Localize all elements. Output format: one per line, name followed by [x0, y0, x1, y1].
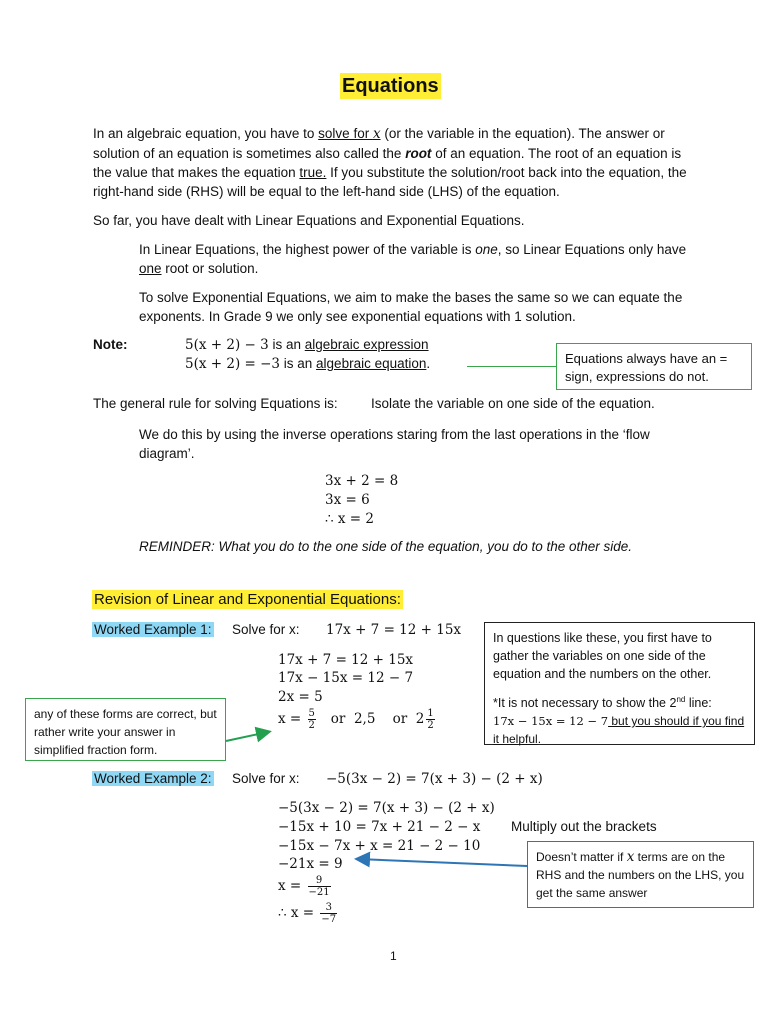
ex2-step-5: x = $\frac{9}{-21}$: [278, 875, 330, 898]
general-rule-text: Isolate the variable on one side of the equation.: [371, 396, 655, 411]
worked-example-2-problem: −5(3x − 2) = 7(x + 3) − (2 + x): [326, 771, 543, 787]
ex1-step-3: 2x = 5: [278, 689, 323, 705]
general-rule-description: We do this by using the inverse operations staring from the last operations in the ‘flow diagram’.: [139, 427, 650, 461]
ex2-rhs-callout: Doesn’t matter if x terms are on the RHS and the numbers on the LHS, you get the same answer: [527, 841, 754, 908]
worked-example-2-label: Worked Example 2:: [94, 771, 212, 786]
linear-equations-text: In Linear Equations, the highest power of the variable is one, so Linear Equations only have one root or solution.: [139, 242, 687, 276]
exponential-equations-text: To solve Exponential Equations, we aim to make the bases the same so we can equate the exponents. In Grade 9 we only see exponential equations with 1 solution.: [139, 290, 683, 324]
ex2-step-1: −5(3x − 2) = 7(x + 3) − (2 + x): [278, 800, 495, 816]
intro-so-far: So far, you have dealt with Linear Equations and Exponential Equations.: [93, 213, 525, 228]
worked-example-2-solve: Solve for x:: [232, 771, 300, 786]
ex1-mixed-fraction: $\frac{1}{2}$: [427, 708, 434, 731]
ex2-step-3: −15x − 7x + x = 21 − 2 − 10: [278, 838, 481, 854]
ex2-fraction-2: $\frac{3}{-7}$: [321, 902, 337, 925]
ex2-step-2-note: Multiply out the brackets: [511, 819, 657, 834]
ex1-step-1: 17x + 7 = 12 + 15x: [278, 652, 414, 668]
worked-example-1-problem: 17x + 7 = 12 + 15x: [326, 622, 462, 638]
worked-example-1-solve: Solve for x:: [232, 622, 300, 637]
revision-heading: Revision of Linear and Exponential Equations:: [94, 591, 401, 608]
ex1-step-2: 17x − 15x = 12 − 7: [278, 670, 414, 686]
note-line-equation: 5(x + 2) = −3 is an algebraic equation.: [185, 356, 431, 372]
example-eq-3: ∴ x = 2: [325, 511, 374, 527]
worked-example-1-label: Worked Example 1:: [94, 622, 212, 637]
note-line-expression: 5(x + 2) − 3 is an algebraic expression: [185, 337, 429, 353]
example-eq-1: 3x + 2 = 8: [325, 473, 399, 489]
note-callout: Equations always have an = sign, expressions do not.: [556, 343, 752, 390]
ex1-step-4: x = $\frac{5}{2}$ or 2,5 or 2 $\frac{1}{2}$: [278, 708, 434, 731]
intro-paragraph: In an algebraic equation, you have to solve for x (or the variable in the equation). The answer or solution of an equation is sometimes also called the root of an equation. The root of an equation is the value that makes the equation true. If you substitute the solution/root back into the equation, the right-hand side (RHS) will be equal to the left-hand side (LHS) of the equation.: [93, 126, 687, 199]
example-eq-2: 3x = 6: [325, 492, 370, 508]
note-label: Note:: [93, 337, 128, 352]
page-number: 1: [390, 949, 397, 963]
ex2-step-4: −21x = 9: [278, 856, 343, 872]
ex2-step-2: −15x + 10 = 7x + 21 − 2 − x: [278, 819, 481, 835]
ex2-fraction-1: $\frac{9}{-21}$: [308, 875, 330, 898]
general-rule-label: The general rule for solving Equations is:: [93, 396, 338, 411]
ex2-step-6: ∴ x = $\frac{3}{-7}$: [278, 902, 337, 925]
ex1-fraction: $\frac{5}{2}$: [308, 708, 315, 731]
ex1-explanation-callout: In questions like these, you first have to gather the variables on one side of the equation and the numbers on the other. *It is not necessary to show the 2nd line: 17x − 15x = 12 − 7 but you should if you find it helpful.: [484, 622, 755, 745]
page-title: Equations: [342, 75, 439, 97]
reminder-text: REMINDER: What you do to the one side of the equation, you do to the other side.: [139, 539, 633, 554]
ex1-forms-callout: any of these forms are correct, but rather write your answer in simplified fraction form.: [25, 698, 226, 761]
